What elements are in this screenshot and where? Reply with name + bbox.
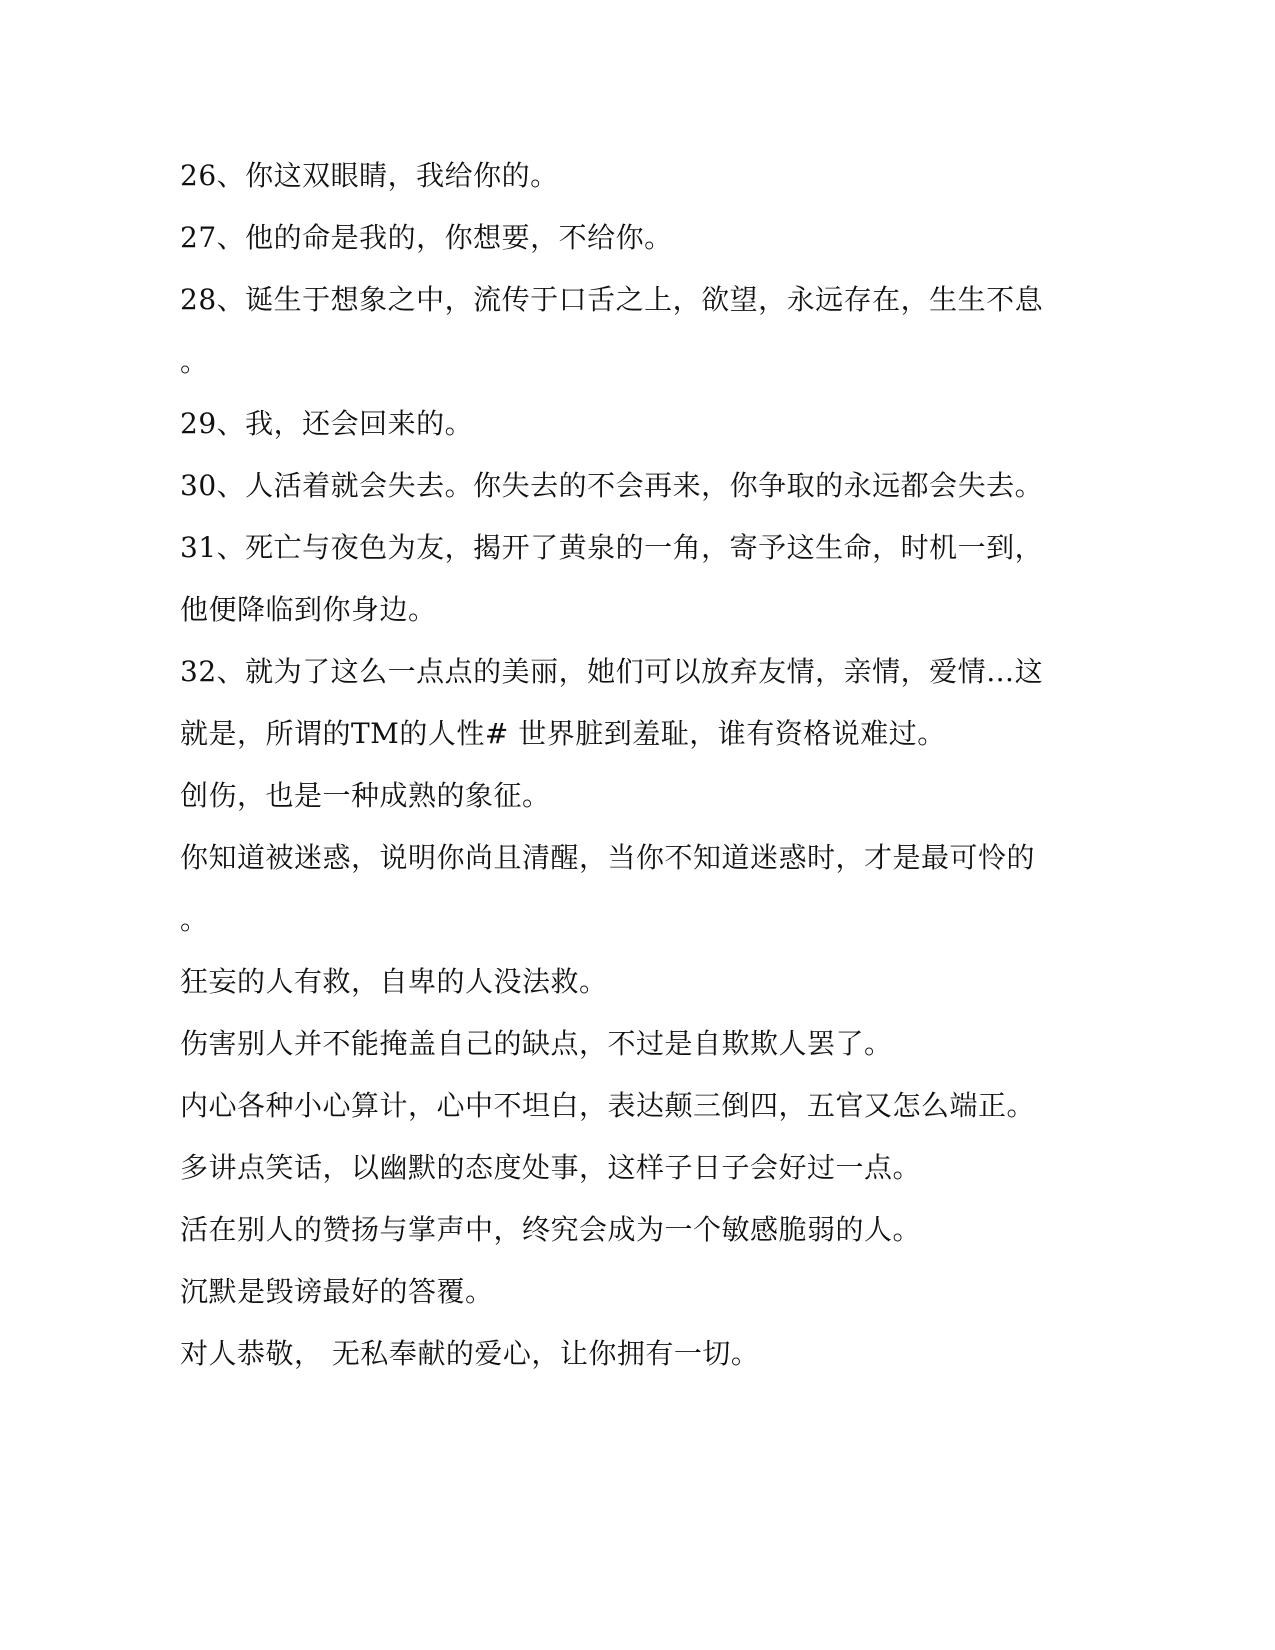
text-line-confused-end: 。 [180,903,209,936]
text-line-27: 27、他的命是我的，你想要，不给你。 [180,221,673,254]
text-line-31: 31、死亡与夜色为友，揭开了黄泉的一角，寄予这生命，时机一到， [180,531,1044,564]
text-line-32-cont: 就是，所谓的TM的人性# 世界脏到羞耻，谁有资格说难过。 [180,717,946,750]
text-line-29: 29、我，还会回来的。 [180,407,474,440]
text-line-praise: 活在别人的赞扬与掌声中，终究会成为一个敏感脆弱的人。 [180,1213,922,1246]
text-line-28-end: 。 [180,345,209,378]
text-line-30: 30、人活着就会失去。你失去的不会再来，你争取的永远都会失去。 [180,469,1044,502]
text-line-26: 26、你这双眼睛，我给你的。 [180,159,559,192]
text-line-silence: 沉默是毁谤最好的答覆。 [180,1275,494,1308]
text-line-trauma: 创伤，也是一种成熟的象征。 [180,779,551,812]
text-line-harm: 伤害别人并不能掩盖自己的缺点，不过是自欺欺人罢了。 [180,1027,893,1060]
text-line-heart: 内心各种小心算计，心中不坦白，表达颠三倒四，五官又怎么端正。 [180,1089,1036,1122]
text-line-28: 28、诞生于想象之中，流传于口舌之上，欲望，永远存在，生生不息 [180,283,1044,316]
text-line-jokes: 多讲点笑话，以幽默的态度处事，这样子日子会好过一点。 [180,1151,922,1184]
text-line-32: 32、就为了这么一点点的美丽，她们可以放弃友情，亲情，爱情…这 [180,655,1044,688]
text-line-respect: 对人恭敬， 无私奉献的爱心，让你拥有一切。 [180,1337,760,1370]
text-line-arrogant: 狂妄的人有救，自卑的人没法救。 [180,965,608,998]
text-line-31-cont: 他便降临到你身边。 [180,593,437,626]
text-line-confused: 你知道被迷惑，说明你尚且清醒，当你不知道迷惑时，才是最可怜的 [180,841,1036,874]
